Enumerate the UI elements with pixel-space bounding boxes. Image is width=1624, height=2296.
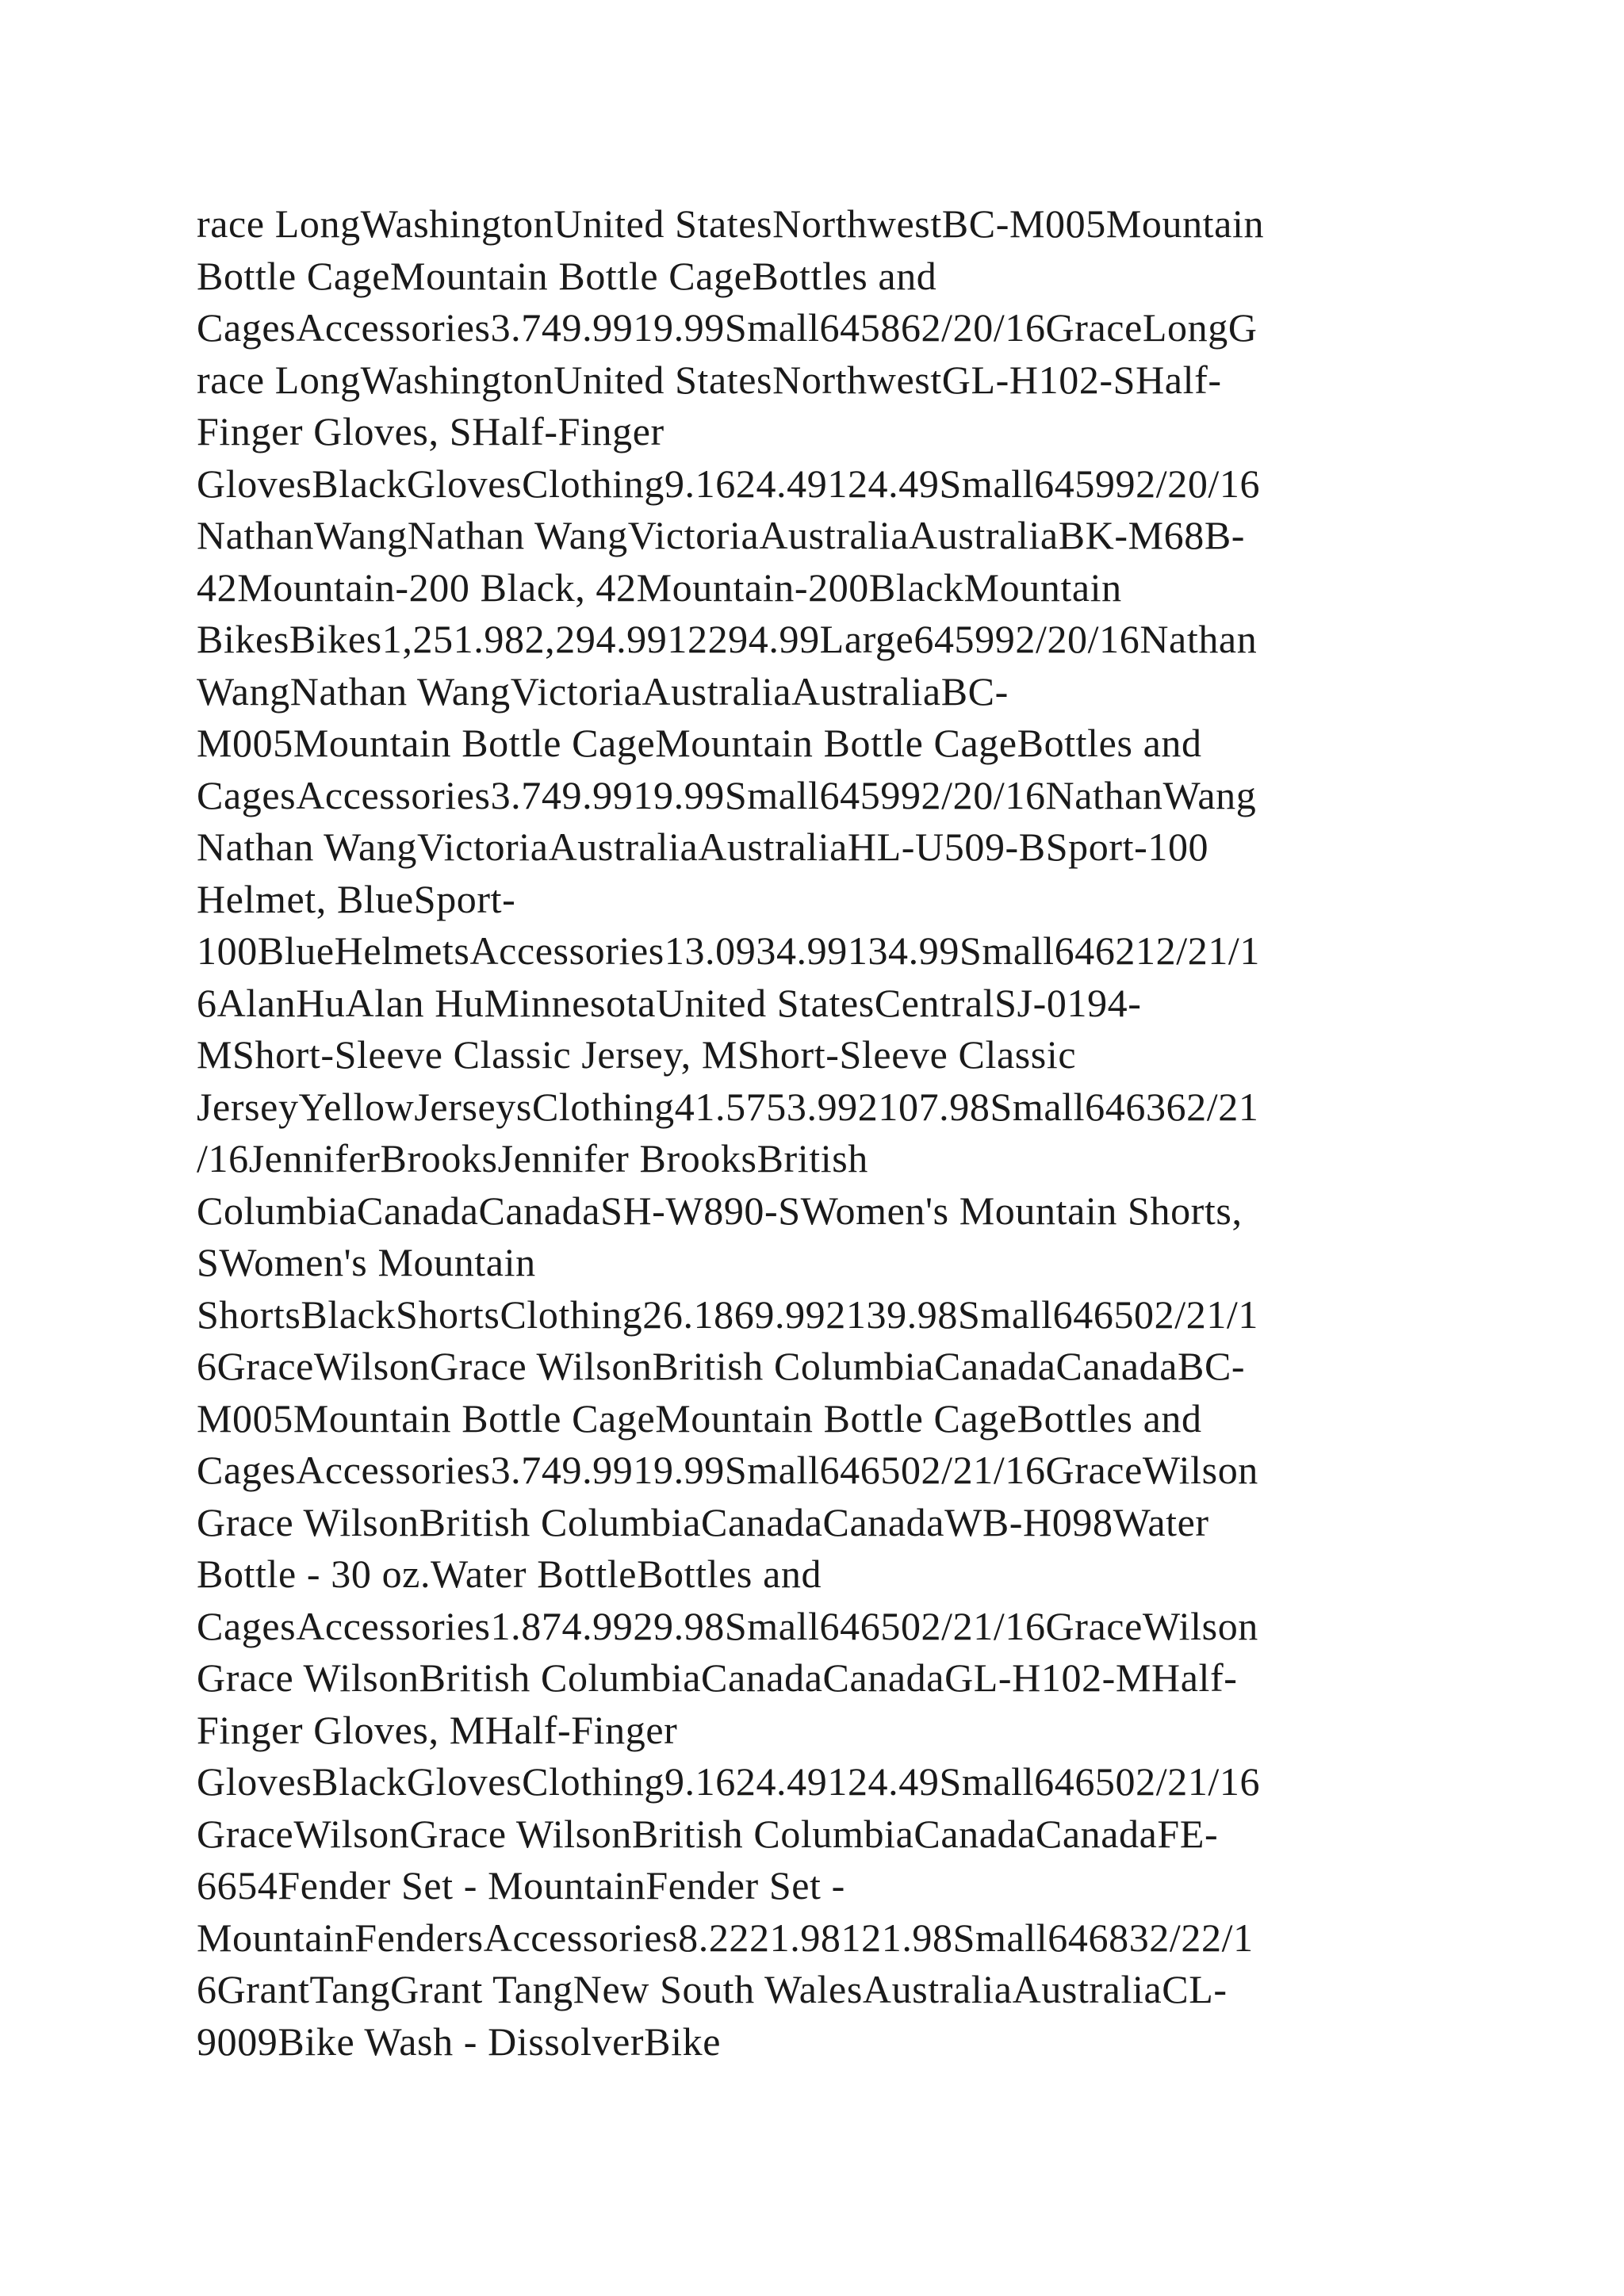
text-line: GlovesBlackGlovesClothing9.1624.49124.49Small646502/21/16 [197,1759,1261,1804]
text-line: Finger Gloves, SHalf-Finger [197,409,665,453]
text-line: /16JenniferBrooksJennifer BrooksBritish [197,1136,868,1181]
text-line: Grace WilsonBritish ColumbiaCanadaCanadaWB-H098Water [197,1499,1209,1544]
text-line: 6GraceWilsonGrace WilsonBritish ColumbiaCanadaCanadaBC- [197,1344,1246,1388]
text-line: Finger Gloves, MHalf-Finger [197,1707,678,1752]
text-line: Bottle CageMountain Bottle CageBottles and [197,253,937,298]
text-line: GraceWilsonGrace WilsonBritish ColumbiaCanadaCanadaFE- [197,1811,1219,1856]
text-line: 42Mountain-200 Black, 42Mountain-200BlackMountain [197,564,1122,610]
text-line: JerseyYellowJerseysClothing41.5753.992107.98Small646362/21 [197,1084,1259,1129]
text-line: WangNathan WangVictoriaAustraliaAustraliaBC- [197,668,1009,714]
text-line: CagesAccessories3.749.9919.99Small645862/20/16GraceLongG [197,305,1258,350]
text-line: M005Mountain Bottle CageMountain Bottle CageBottles and [197,1395,1202,1441]
text-line: Bottle - 30 oz.Water BottleBottles and [197,1552,822,1596]
text-line: MShort-Sleeve Classic Jersey, MShort-Sleeve Classic [197,1032,1077,1077]
text-line: BikesBikes1,251.982,294.9912294.99Large645992/20/16Nathan [197,617,1258,661]
text-line: CagesAccessories3.749.9919.99Small645992/20/16NathanWang [197,772,1257,817]
text-line: Helmet, BlueSport- [197,876,516,921]
text-line: Nathan WangVictoriaAustraliaAustraliaHL-U509-BSport-100 [197,825,1209,869]
text-line: Grace WilsonBritish ColumbiaCanadaCanadaGL-H102-MHalf- [197,1655,1238,1700]
text-line: CagesAccessories1.874.9929.98Small646502/21/16GraceWilson [197,1603,1258,1648]
text-line: ShortsBlackShortsClothing26.1869.992139.98Small646502/21/1 [197,1292,1259,1337]
text-line: race LongWashingtonUnited StatesNorthwestGL-H102-SHalf- [197,357,1222,402]
text-line: race LongWashingtonUnited StatesNorthwestBC-M005Mountain [197,201,1265,246]
text-line: 100BlueHelmetsAccessories13.0934.99134.99Small646212/21/1 [197,928,1261,973]
text-line: M005Mountain Bottle CageMountain Bottle CageBottles and [197,721,1202,765]
text-line: NathanWangNathan WangVictoriaAustraliaAustraliaBK-M68B- [197,513,1246,557]
text-line: MountainFendersAccessories8.2221.98121.98Small646832/22/1 [197,1915,1254,1960]
body-text [197,198,1497,2068]
text-line: 6GrantTangGrant TangNew South WalesAustraliaAustraliaCL- [197,1967,1228,2011]
text-line: SWomen's Mountain [197,1240,536,1284]
text-line: ColumbiaCanadaCanadaSH-W890-SWomen's Mountain Shorts, [197,1188,1243,1233]
text-line: 9009Bike Wash - DissolverBike [197,2019,722,2064]
text-line: CagesAccessories3.749.9919.99Small646502/21/16GraceWilson [197,1448,1258,1492]
text-line: 6654Fender Set - MountainFender Set - [197,1863,845,1908]
text-line: GlovesBlackGlovesClothing9.1624.49124.49Small645992/20/16 [197,461,1261,506]
text-line: 6AlanHuAlan HuMinnesotaUnited StatesCentralSJ-0194- [197,980,1142,1025]
